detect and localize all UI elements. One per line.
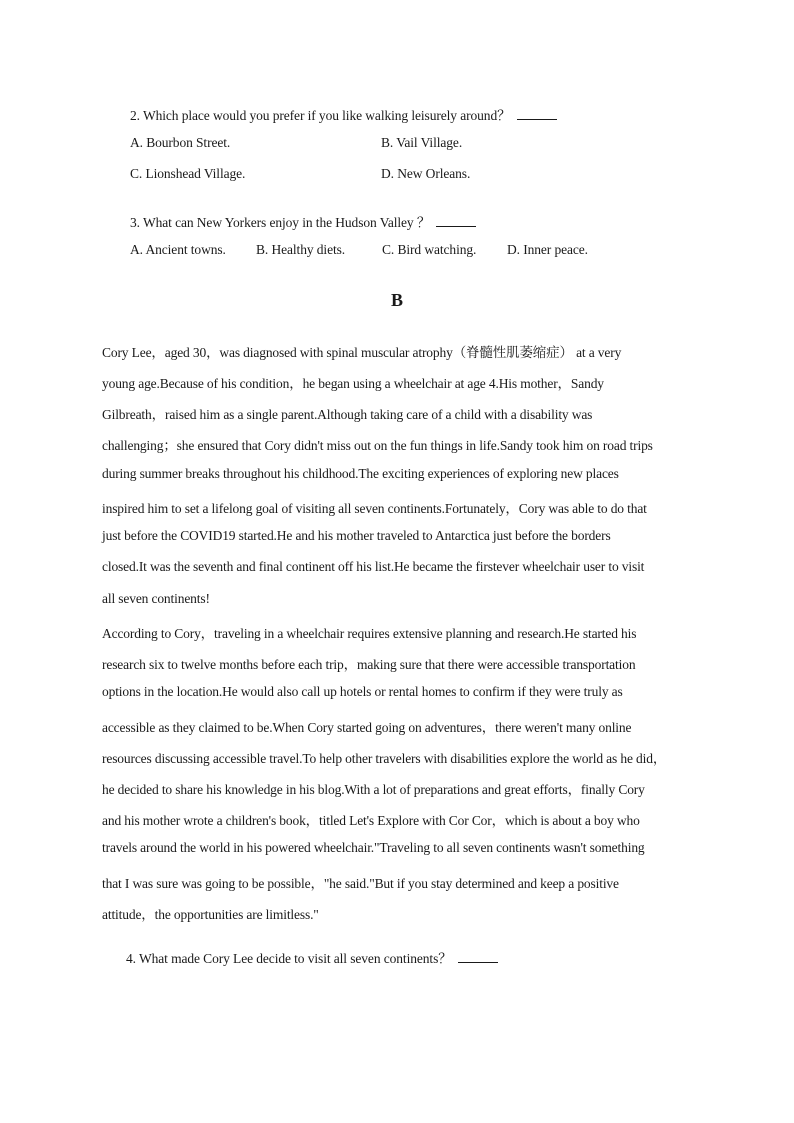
- answer-blank: [436, 214, 476, 227]
- passage-line: during summer breaks throughout his childhood.The exciting experiences of exploring new places: [102, 466, 619, 481]
- answer-blank: [517, 107, 557, 120]
- passage-line: accessible as they claimed to be.When Cory started going on adventures，there weren't many online: [102, 720, 632, 735]
- section-title: B: [390, 290, 403, 310]
- question-2-option-d: D. New Orleans.: [381, 166, 471, 181]
- passage-line: closed.It was the seventh and final continent off his list.He became the firstever wheelchair user to visit: [102, 559, 645, 574]
- question-2-option-b: B. Vail Village.: [381, 135, 463, 150]
- question-3-text: 3. What can New Yorkers enjoy in the Hudson Valley ？: [130, 215, 431, 230]
- passage-line: inspired him to set a lifelong goal of visiting all seven continents.Fortunately，Cory was able to do that: [102, 501, 647, 516]
- question-3-option-b: B. Healthy diets.: [256, 242, 346, 257]
- question-3-option-a: A. Ancient towns.: [130, 242, 226, 257]
- question-3-option-d: D. Inner peace.: [507, 242, 588, 257]
- passage-line: options in the location.He would also call up hotels or rental homes to confirm if they were truly as: [102, 684, 623, 699]
- passage-line: and his mother wrote a children's book，titled Let's Explore with Cor Cor，which is about a boy who: [102, 813, 640, 828]
- passage-line: all seven continents!: [102, 591, 210, 606]
- question-3-option-c: C. Bird watching.: [382, 242, 477, 257]
- passage-line: research six to twelve months before each trip，making sure that there were accessible transportation: [102, 657, 636, 672]
- passage-line: travels around the world in his powered wheelchair."Traveling to all seven continents wasn't something: [102, 840, 645, 855]
- passage-line: young age.Because of his condition，he began using a wheelchair at age 4.His mother，Sandy: [102, 376, 604, 391]
- passage-line: attitude，the opportunities are limitless.": [102, 907, 319, 922]
- answer-blank: [458, 950, 498, 963]
- passage-line: challenging；she ensured that Cory didn't miss out on the fun things in life.Sandy took him on road trips: [102, 438, 653, 453]
- passage-line: Gilbreath，raised him as a single parent.Although taking care of a child with a disability was: [102, 407, 593, 422]
- question-2-option-a: A. Bourbon Street.: [130, 135, 231, 150]
- question-4-stem: [126, 947, 498, 967]
- passage-line: just before the COVID19 started.He and his mother traveled to Antarctica just before the borders: [102, 528, 611, 543]
- passage-line: he decided to share his knowledge in his blog.With a lot of preparations and great efforts，finally Cory: [102, 782, 645, 797]
- passage-line: that I was sure was going to be possible，"he said."But if you stay determined and keep a positive: [102, 876, 619, 891]
- question-3-stem: [130, 211, 476, 231]
- question-2-stem: [130, 104, 557, 124]
- question-2-option-c: C. Lionshead Village.: [130, 166, 246, 181]
- question-2-text: 2. Which place would you prefer if you like walking leisurely around？: [130, 108, 511, 123]
- passage-line: According to Cory，traveling in a wheelchair requires extensive planning and research.He started his: [102, 626, 637, 641]
- question-4-text: 4. What made Cory Lee decide to visit all seven continents？: [126, 951, 452, 966]
- passage-line: resources discussing accessible travel.To help other travelers with disabilities explore the world as he did，: [102, 751, 667, 766]
- passage-line: Cory Lee，aged 30，was diagnosed with spinal muscular atrophy（脊髓性肌萎缩症） at a very: [102, 345, 622, 360]
